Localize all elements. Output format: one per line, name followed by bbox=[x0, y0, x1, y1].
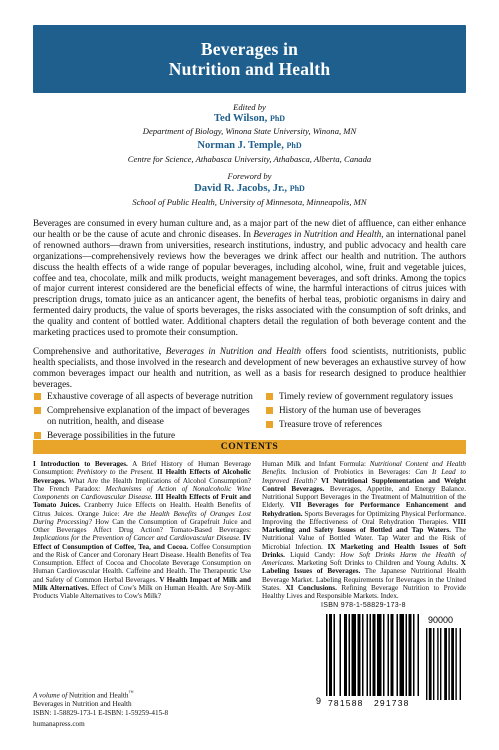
book-title-line2: Nutrition and Health bbox=[168, 59, 331, 79]
title-banner bbox=[33, 25, 466, 93]
bullet-square-icon bbox=[266, 393, 273, 400]
isbn-label: ISBN 978-1-58829-173-8 bbox=[321, 602, 406, 609]
barcode-digits-left: 781588 bbox=[328, 698, 364, 708]
foreword-by-label: Foreword by bbox=[227, 171, 272, 181]
contents-heading: CONTENTS bbox=[220, 441, 279, 452]
features-left-column bbox=[33, 391, 258, 441]
contents-left-column: I Introduction to Beverages. A Brief History of Human Beverage Consumption: Prehistory to the Present. II Health Effects of Alcoholic Beverages. What Are the Health Implications of Alcohol Consumption? The French Paradox: Mechanisms of Action of Nonalcoholic Wine Components on Cardiovascular Disease. III Health Effects of Fruit and Tomato Juices. Cranberry Juice Effects on Health. Health Benefits of Citrus Juices. Orange Juice: Are the Health Benefits of Oranges Lost During Processing? How Can the Consumption of Grapefruit Juice and Other Beverages Affect Drug Action? Tomato-Based Beverages: Implications for the Prevention of Cancer and Cardiovascular Disease. IV Effect of Consumption of Coffee, Tea, and Cocoa. Coffee Consumption and the Risk of Cancer and Coronary Heart Disease. Health Benefits of Tea Consumption. Effect of Cocoa and Chocolate Beverage Consumption on Human Cardiovascular Health. Caffeine and Health. The Therapeutic Use and Safety of Common Herbal Beverages. V Health Impact of Milk and Milk Alternatives. Effect of Cow's Milk on Human Health. Are Soy-Milk Products Viable Alternatives to Cow's Milk? bbox=[33, 460, 252, 600]
foreword-author-affiliation: School of Public Health, University of Minnesota, Minneapolis, MN bbox=[132, 197, 367, 207]
contents-heading-bar bbox=[33, 440, 466, 454]
feature-item: Exhaustive coverage of all aspects of beverage nutrition bbox=[33, 391, 258, 402]
feature-item: History of the human use of beverages bbox=[265, 405, 466, 416]
bullet-square-icon bbox=[34, 407, 41, 414]
isbn-barcode-area bbox=[314, 602, 466, 710]
description-paragraph-1: Beverages are consumed in every human culture and, as a major part of the new diet of affluence, can either enhance our health or be the cause of acute and chronic diseases. In Beverages in Nutrition and Health, an international panel of renowned authors—drawn from universities, research institutions, industry, and public advocacy and health care organizations—comprehensively reviews how the beverages we drink affect our health and nutrition. The authors discuss the health effects of a wide range of popular beverages, including alcohol, wine, fruit and vegetable juices, coffee and tea, chocolate, milk and milk products, weight management beverages, and soft drinks. Among the topics of major current interest considered are the beneficial effects of wine, the harmful interactions of citrus juices with prescription drugs, tomato juice as an anticancer agent, the benefits of herbal teas, probiotic organisms in dairy and fermented dairy products, the value of sports beverages, the risks associated with the consumption of soft drinks, and the quality and content of bottled water. Additional chapters detail the regulation of both beverage content and the marketing practices used to promote their consumption. bbox=[33, 218, 467, 338]
foreword-author-name: David R. Jacobs, Jr., PhD bbox=[194, 183, 305, 194]
bullet-square-icon bbox=[266, 421, 273, 428]
barcode-digit-prefix: 9 bbox=[316, 696, 322, 706]
bullet-square-icon bbox=[34, 393, 41, 400]
features-right-column bbox=[265, 391, 466, 430]
barcode-addon-digits: 90000 bbox=[428, 615, 454, 625]
book-title-line1: Beverages in bbox=[200, 39, 299, 59]
editor-1-affiliation: Department of Biology, Winona State University, Winona, MN bbox=[142, 126, 357, 136]
description-paragraph-2: Comprehensive and authoritative, Beverages in Nutrition and Health offers food scientists, nutritionists, public health specialists, and those involved in the research and development of new beverages an exhaustive survey of how common beverages impact our health and nutrition, as well as a basis for research designed to produce healthier beverages. bbox=[33, 346, 467, 389]
editor-2-name: Norman J. Temple, PhD bbox=[197, 140, 302, 151]
editor-1-name: Ted Wilson, PhD bbox=[213, 113, 286, 124]
feature-item: Beverage possibilities in the future bbox=[33, 430, 258, 441]
barcode-graphic bbox=[314, 602, 466, 710]
feature-item: Comprehensive explanation of the impact of beverages on nutrition, health, and disease bbox=[33, 405, 258, 427]
edited-by-label: Edited by bbox=[233, 102, 266, 112]
contents-right-column: Human Milk and Infant Formula: Nutritional Content and Health Benefits. Inclusion of Probiotics in Beverages: Can It Lead to Improved Health? VI Nutritional Supplementation and Weight Control Beverages. Beverages, Appetite, and Energy Balance. Nutritional Support Beverages in the Treatment of Malnutrition of the Elderly. VII Beverages for Performance Enhancement and Rehydration. Sports Beverages for Optimizing Physical Performance. Improving the Effectiveness of Oral Rehydration Therapies. VIII Marketing and Safety Issues of Bottled and Tap Waters. The Nutritional Value of Bottled Water. Tap Water and the Risk of Microbial Infection. IX Marketing and Health Issues of Soft Drinks. Liquid Candy: How Soft Drinks Harm the Health of Americans. Marketing Soft Drinks to Children and Young Adults. X Labeling Issues of Beverages. The Japanese Nutritional Health Beverage Market. Labeling Requirements for Beverages in the United States. XI Conclusions. Refining Beverage Nutrition to Provide Healthy Lives and Responsible Markets. Index. bbox=[262, 460, 467, 600]
editor-2-affiliation: Centre for Science, Athabasca University, Athabasca, Alberta, Canada bbox=[127, 154, 372, 164]
feature-item: Timely review of government regulatory issues bbox=[265, 391, 466, 402]
bullet-square-icon bbox=[266, 407, 273, 414]
book-title-line: Beverages in Nutrition and Health bbox=[33, 699, 132, 708]
series-line: A volume of Nutrition and Health™ bbox=[33, 691, 134, 700]
feature-item: Treasure trove of references bbox=[265, 419, 466, 430]
publisher-url: humanapress.com bbox=[33, 720, 85, 729]
barcode-digits-right: 291738 bbox=[374, 698, 410, 708]
isbn-line: ISBN: 1-58829-173-1 E-ISBN: 1-59259-415-8 bbox=[33, 708, 169, 717]
footer-info bbox=[33, 690, 168, 729]
bullet-square-icon bbox=[34, 432, 41, 439]
